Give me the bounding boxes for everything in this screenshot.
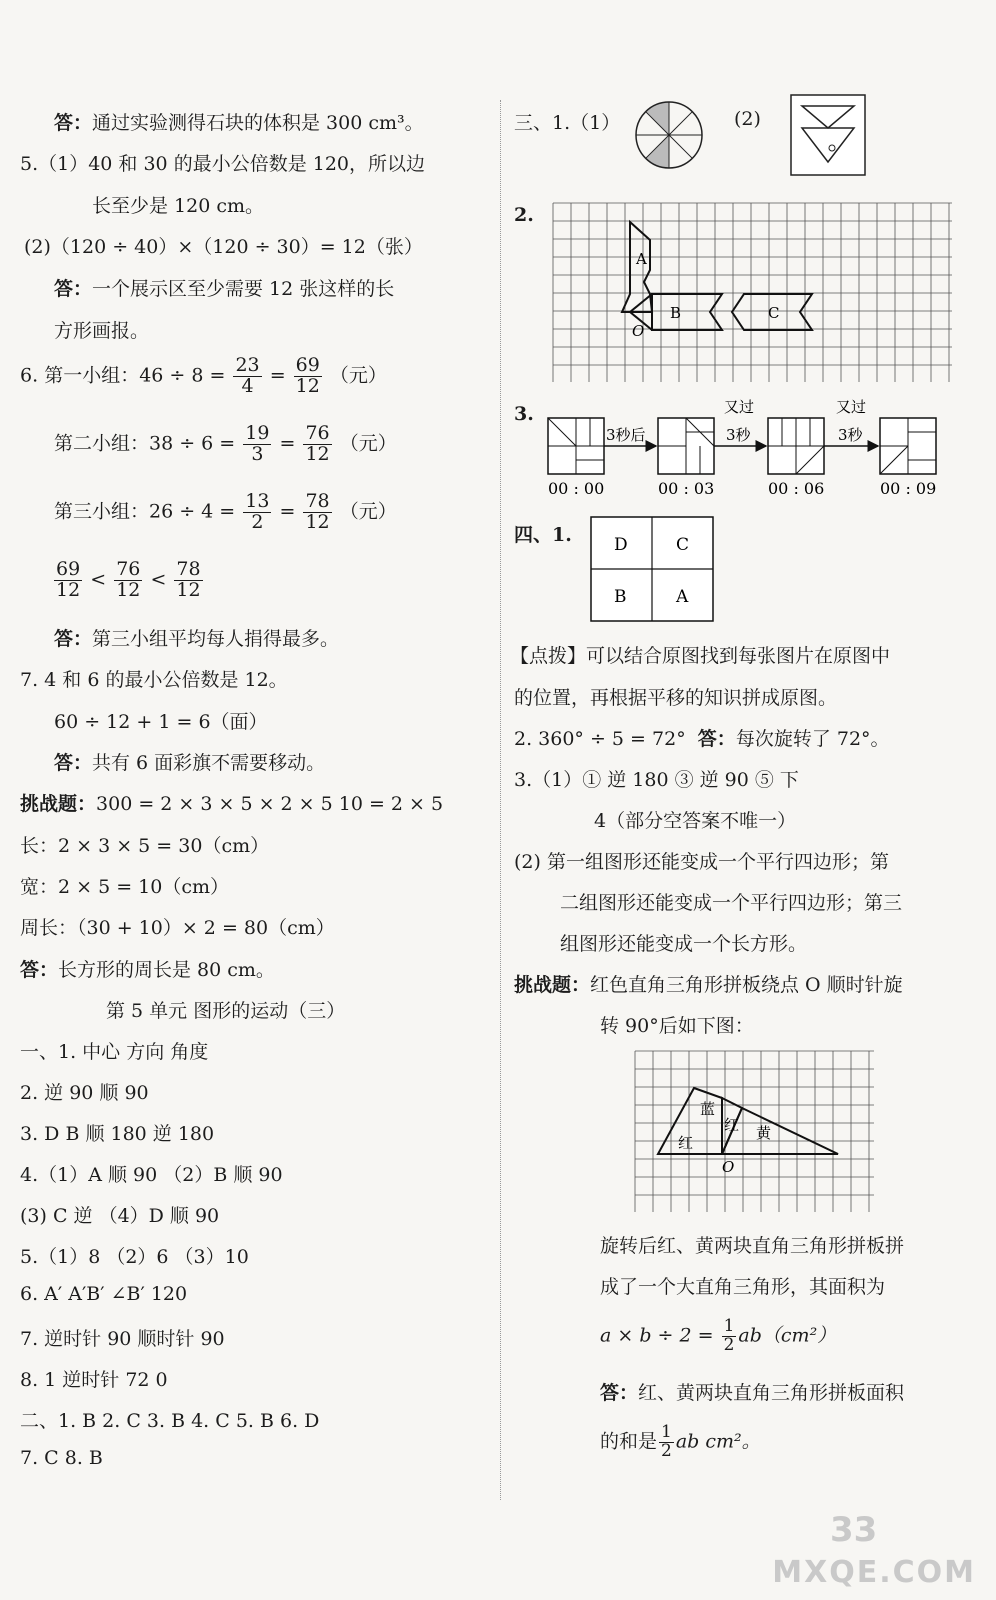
conclusion-line2: 成了一个大直角三角形，其面积为 <box>600 1276 886 1298</box>
q6-group2: 第二小组：38 ÷ 6 = $\frac{19}{3}$ = $\frac{76}{12}$ （元） <box>54 422 397 465</box>
q6-group3: 第三小组：26 ÷ 4 = $\frac{13}{2}$ = $\frac{78}{12}$ （元） <box>54 490 397 533</box>
s1-q3: 3. D B 顺 180 逆 180 <box>20 1123 215 1145</box>
s4-q2: 2. 360° ÷ 5 = 72° 答：每次旋转了 72°。 <box>514 728 890 750</box>
fraction: $\frac{78}{12}$ <box>176 558 201 601</box>
s4-q3a: 3.（1）① 逆 180 ③ 逆 90 ⑤ 下 <box>514 769 799 791</box>
s1-q8: 8. 1 逆时针 72 0 <box>20 1369 168 1391</box>
tri-o: O <box>722 1158 735 1176</box>
fraction: $\frac{13}{2}$ <box>245 490 270 533</box>
answer-line: 答：一个展示区至少需要 12 张这样的长 <box>54 278 395 300</box>
hint-line: 【点拨】可以结合原图找到每张图片在原图中 <box>510 645 891 667</box>
challenge-line-cont: 转 90°后如下图： <box>600 1015 754 1037</box>
seq-time2: 00 : 03 <box>658 479 715 498</box>
grid-label-o: O <box>632 322 645 340</box>
q6-group1: 6. 第一小组：46 ÷ 8 = $\frac{23}{4}$ = $\frac{69}{12}$ （元） <box>20 354 387 397</box>
fraction: $\frac{78}{12}$ <box>305 490 330 533</box>
answer-line: 答：第三小组平均每人捐得最多。 <box>54 628 340 650</box>
fraction: $\frac{1}{2}$ <box>661 1422 672 1461</box>
page-number: 33 <box>830 1510 878 1550</box>
answer-line: 答：通过实验测得石块的体积是 300 cm³。 <box>54 112 424 134</box>
puzzle-grid-figure <box>590 516 714 622</box>
seq-time1: 00 : 00 <box>548 479 605 498</box>
fraction: $\frac{19}{3}$ <box>245 422 270 465</box>
translation-grid-figure <box>552 202 954 384</box>
s1-q7: 7. 逆时针 90 顺时针 90 <box>20 1328 225 1350</box>
s1-q2: 2. 逆 90 顺 90 <box>20 1082 149 1104</box>
fraction: $\frac{76}{12}$ <box>305 422 330 465</box>
q5-line2: 长至少是 120 cm。 <box>92 195 265 217</box>
s4-q1-label: 四、1. <box>514 524 572 546</box>
q7-line1: 7. 4 和 6 的最小公倍数是 12。 <box>20 669 288 691</box>
seq-time4: 00 : 09 <box>880 479 937 498</box>
s1-q1: 一、1. 中心 方向 角度 <box>20 1041 209 1063</box>
answer-line-cont: 的和是 $\frac{1}{2}$ ab cm²。 <box>600 1422 761 1461</box>
puzzle-tr: C <box>676 535 690 555</box>
s2-line2: 7. C 8. B <box>20 1447 103 1469</box>
fraction: $\frac{69}{12}$ <box>56 558 81 601</box>
tri-red1: 红 <box>678 1134 694 1152</box>
q7-line2: 60 ÷ 12 + 1 = 6（面） <box>54 711 268 733</box>
s1-q5: 5.（1）8 （2）6 （3）10 <box>20 1246 249 1268</box>
unit-heading: 第 5 单元 图形的运动（三） <box>106 1000 346 1022</box>
answer-line: 答：红、黄两块直角三角形拼板面积 <box>600 1382 905 1404</box>
answer-line-cont: 方形画报。 <box>54 320 150 342</box>
s1-q6: 6. A′ A′B′ ∠B′ 120 <box>20 1283 188 1305</box>
fraction: $\frac{1}{2}$ <box>723 1316 735 1355</box>
q5-line1: 5.（1）40 和 30 的最小公倍数是 120，所以边 <box>20 153 425 175</box>
length-line: 长：2 × 3 × 5 = 30（cm） <box>20 835 270 857</box>
fraction: $\frac{76}{12}$ <box>116 558 141 601</box>
s3-q1-label: 三、1.（1） <box>514 112 621 134</box>
challenge-line: 挑战题：300 = 2 × 3 × 5 × 2 × 5 10 = 2 × 5 <box>20 793 444 815</box>
s4-q3b-line2: 二组图形还能变成一个平行四边形；第三 <box>560 892 903 914</box>
puzzle-br: A <box>676 587 689 607</box>
s3-q3-label: 3. <box>514 403 534 425</box>
fraction-compare: $\frac{69}{12}$ < $\frac{76}{12}$ < $\frac{78}{12}$ <box>56 558 201 601</box>
seq-arrow3-top: 又过 <box>836 398 867 416</box>
fraction: $\frac{23}{4}$ <box>235 354 260 397</box>
seq-arrow2-bot: 3秒 <box>726 426 751 444</box>
fraction: $\frac{69}{12}$ <box>295 354 320 397</box>
rotated-triangles-figure <box>634 1050 876 1214</box>
challenge-line: 挑战题：红色直角三角形拼板绕点 O 顺时针旋 <box>514 974 903 996</box>
column-divider <box>500 100 501 1500</box>
hint-line-cont: 的位置，再根据平移的知识拼成原图。 <box>514 687 838 709</box>
puzzle-bl: B <box>614 587 627 607</box>
puzzle-tl: D <box>614 535 628 555</box>
q5-part2: (2)（120 ÷ 40）×（120 ÷ 30）= 12（张） <box>24 236 423 258</box>
s3-q1-part2-label: (2) <box>734 108 761 130</box>
s1-q4b: (3) C 逆 （4）D 顺 90 <box>20 1205 220 1227</box>
grid-label-c: C <box>768 304 780 322</box>
area-formula: a × b ÷ 2 = $\frac{1}{2}$ ab（cm²） <box>600 1316 837 1355</box>
tri-blue: 蓝 <box>700 1100 716 1118</box>
s3-q2-label: 2. <box>514 204 534 226</box>
perimeter-line: 周长：（30 + 10）× 2 = 80（cm） <box>20 917 335 939</box>
s2-line1: 二、1. B 2. C 3. B 4. C 5. B 6. D <box>20 1410 320 1432</box>
watermark-logo: MXQE.COM <box>772 1555 976 1590</box>
s4-q3a-cont: 4（部分空答案不唯一） <box>594 810 797 832</box>
s1-q4a: 4.（1）A 顺 90 （2）B 顺 90 <box>20 1164 283 1186</box>
seq-arrow1-label: 3秒后 <box>606 426 646 444</box>
grid-label-b: B <box>670 304 682 322</box>
s4-q3b-line1: (2) 第一组图形还能变成一个平行四边形；第 <box>514 851 889 873</box>
tri-yellow: 黄 <box>756 1124 772 1142</box>
conclusion-line1: 旋转后红、黄两块直角三角形拼板拼 <box>600 1235 905 1257</box>
tri-red2: 红 <box>724 1116 740 1134</box>
answer-line: 答：共有 6 面彩旗不需要移动。 <box>54 752 326 774</box>
seq-arrow2-top: 又过 <box>724 398 755 416</box>
seq-arrow3-bot: 3秒 <box>838 426 863 444</box>
seq-time3: 00 : 06 <box>768 479 825 498</box>
rotation-sequence-figure <box>544 396 954 500</box>
s4-q3b-line3: 组图形还能变成一个长方形。 <box>560 933 808 955</box>
grid-label-a: A <box>636 250 647 268</box>
triangle-pattern-figure <box>790 94 866 176</box>
sector-circle-figure <box>634 100 704 170</box>
answer-line: 答：长方形的周长是 80 cm。 <box>20 959 275 981</box>
width-line: 宽：2 × 5 = 10（cm） <box>20 876 230 898</box>
